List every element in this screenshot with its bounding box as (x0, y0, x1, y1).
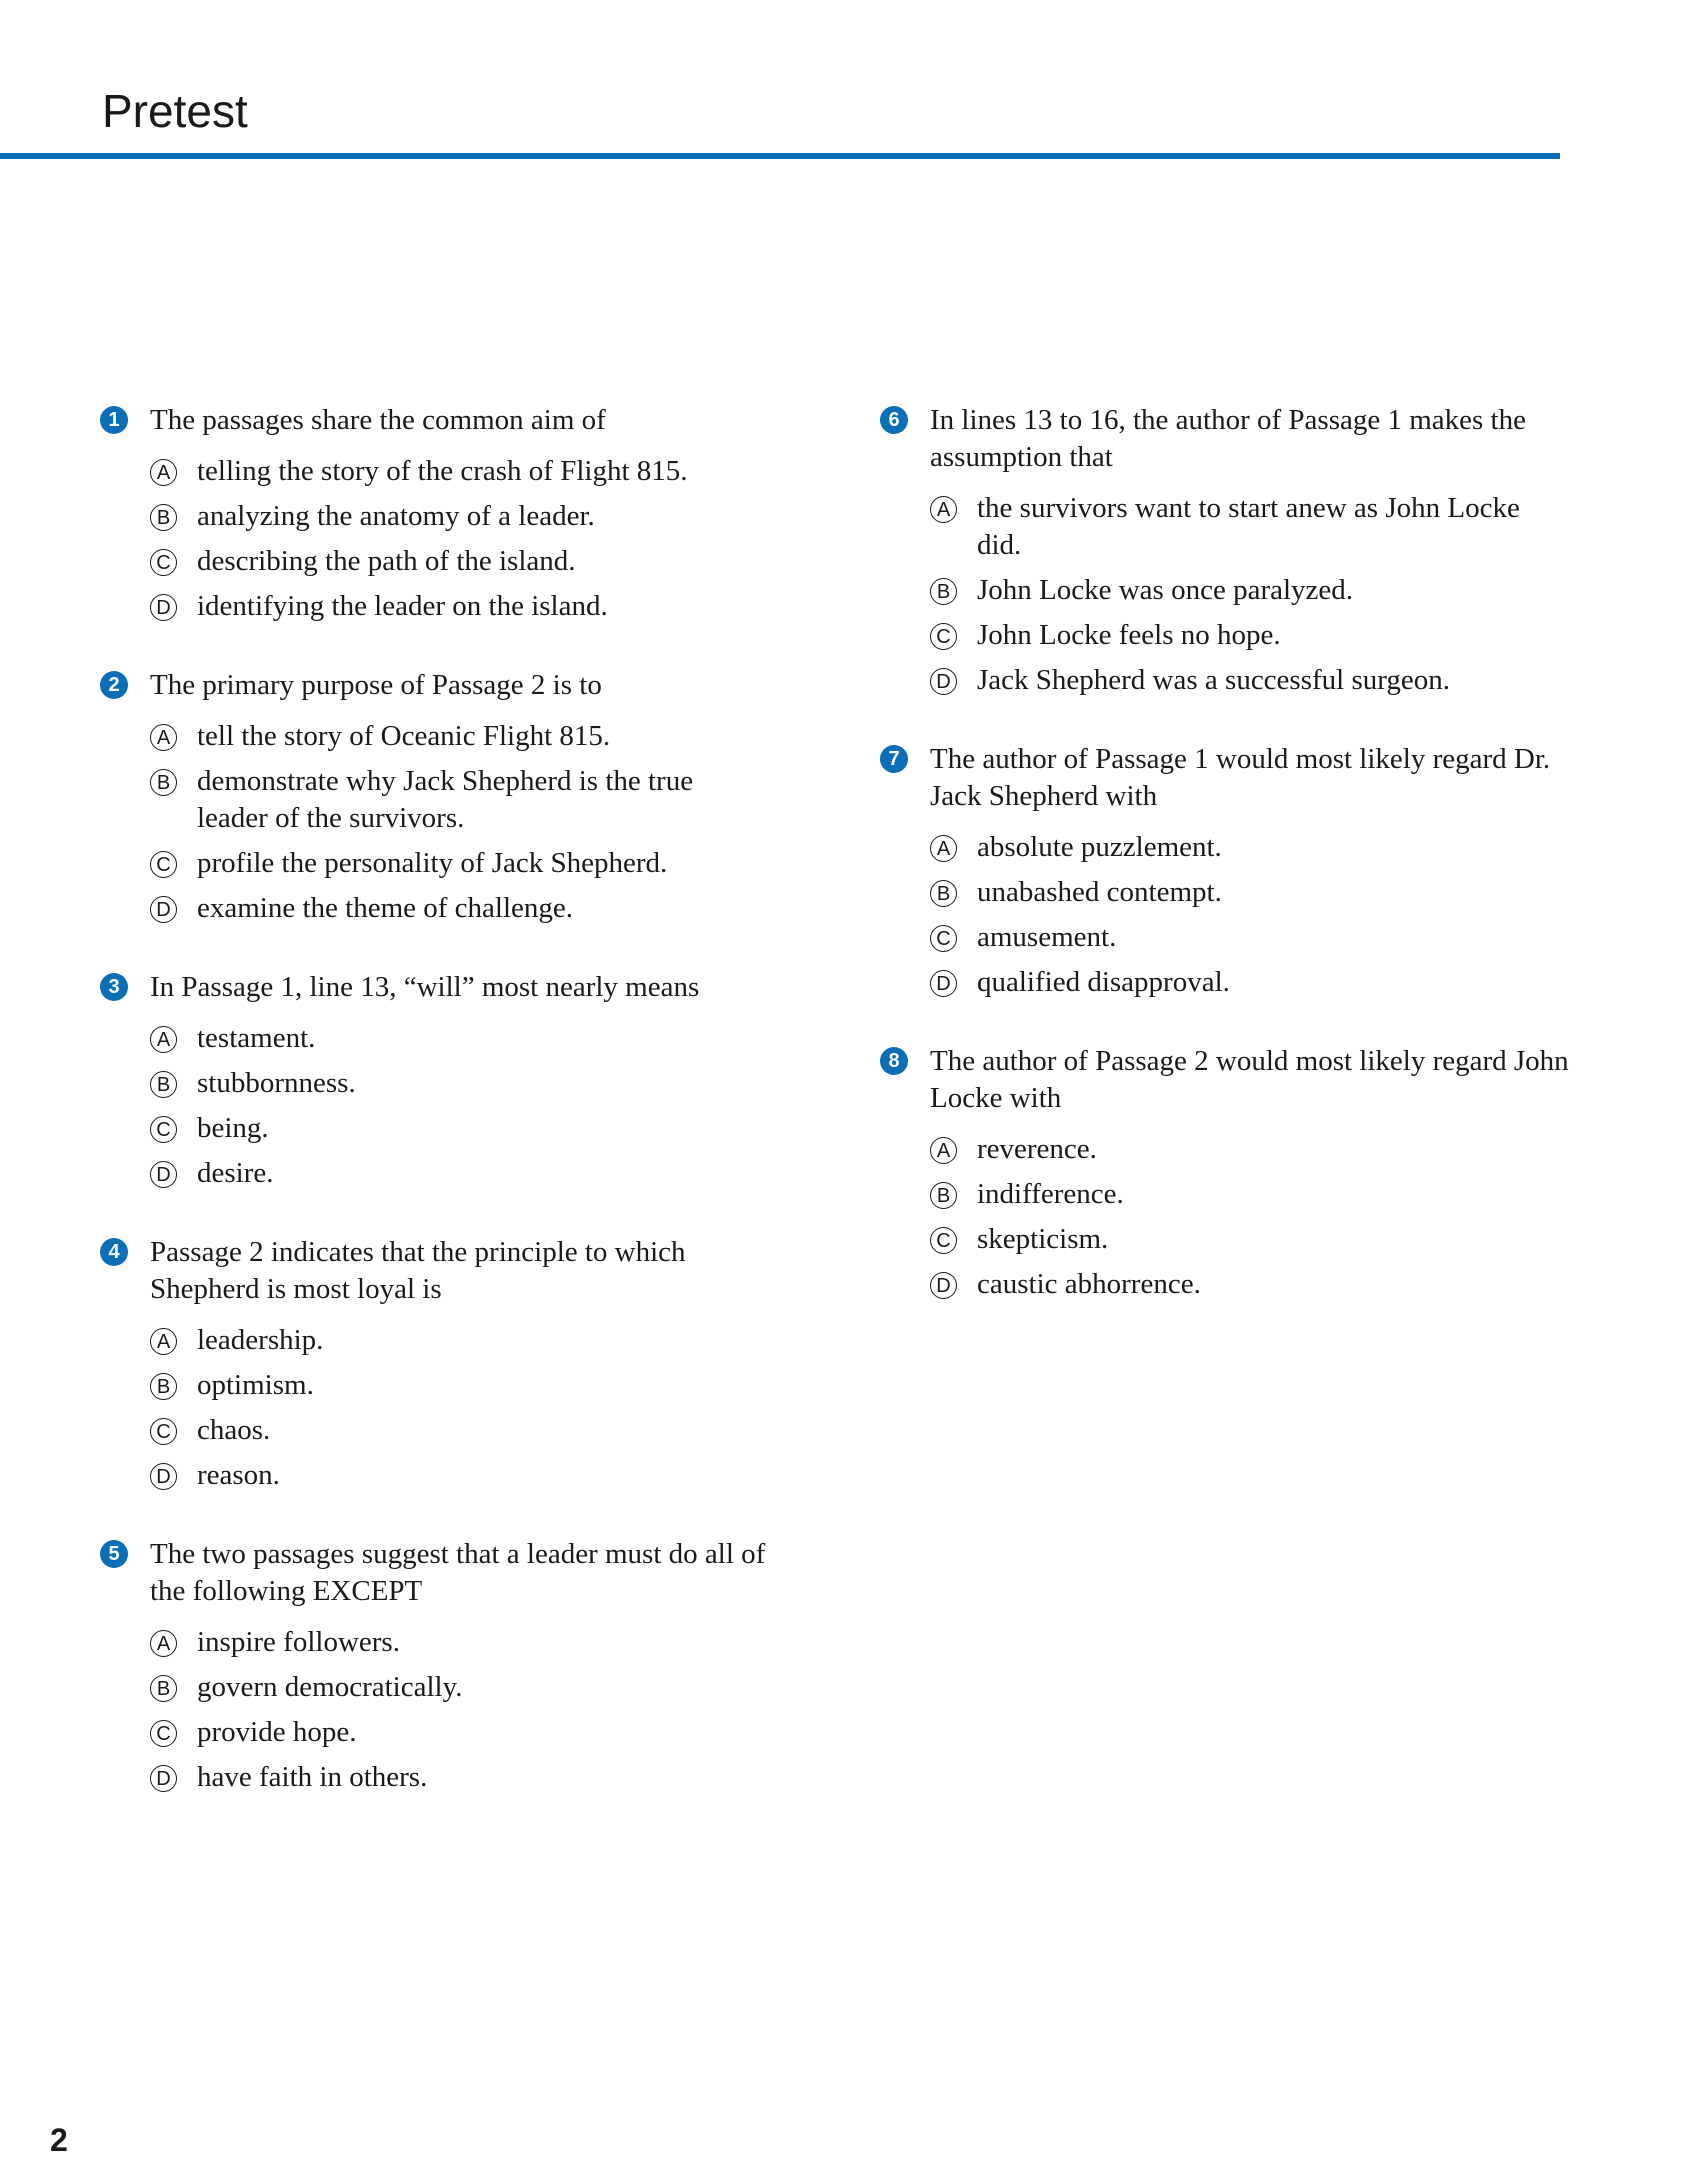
question-stem: Passage 2 indicates that the principle to which Shepherd is most loyal is (150, 1236, 686, 1305)
question-number-badge: 1 (100, 406, 128, 434)
option-letter-circle: A (150, 724, 177, 751)
page-number: 2 (50, 2122, 68, 2158)
option-letter-circle: B (930, 1182, 957, 1209)
option-text: telling the story of the crash of Flight 815. (197, 455, 688, 487)
question-stem: The author of Passage 2 would most likely regard John Locke with (930, 1045, 1569, 1114)
option-letter-circle: A (930, 1137, 957, 1164)
page-header (0, 0, 1560, 160)
option-letter-circle: C (930, 925, 957, 952)
answer-option[interactable] (150, 543, 800, 580)
option-letter-circle: A (150, 1630, 177, 1657)
option-text: caustic abhorrence. (977, 1268, 1201, 1300)
option-text: analyzing the anatomy of a leader. (197, 500, 595, 532)
answer-options (100, 1020, 800, 1192)
option-text: being. (197, 1112, 269, 1144)
option-letter-circle: B (150, 769, 177, 796)
answer-options (100, 453, 800, 625)
option-letter-circle: D (930, 970, 957, 997)
option-letter-circle: C (150, 549, 177, 576)
question-2 (100, 667, 800, 927)
question-stem: In lines 13 to 16, the author of Passage 1 makes the assumption that (930, 404, 1526, 473)
answer-option[interactable] (150, 1759, 800, 1796)
answer-option[interactable] (930, 1266, 1580, 1303)
right-column (880, 402, 1580, 1311)
answer-option[interactable] (150, 845, 800, 882)
page-title: Pretest (102, 85, 248, 137)
question-4 (100, 1234, 800, 1494)
answer-option[interactable] (150, 1065, 800, 1102)
option-text: examine the theme of challenge. (197, 892, 574, 924)
question-number-badge: 8 (880, 1047, 908, 1075)
answer-option[interactable] (150, 1155, 800, 1192)
question-6 (880, 402, 1580, 699)
option-letter-circle: B (930, 880, 957, 907)
answer-options (880, 1131, 1580, 1303)
answer-option[interactable] (150, 1669, 800, 1706)
option-text: provide hope. (197, 1716, 357, 1748)
question-number-badge: 2 (100, 671, 128, 699)
option-text: leadership. (197, 1324, 324, 1356)
option-letter-circle: A (930, 835, 957, 862)
option-text: govern democratically. (197, 1671, 463, 1703)
option-text: amusement. (977, 921, 1117, 953)
option-letter-circle: C (150, 851, 177, 878)
option-text: qualified disapproval. (977, 966, 1230, 998)
option-letter-circle: D (150, 1463, 177, 1490)
question-stem: The two passages suggest that a leader must do all of the following EXCEPT (150, 1538, 766, 1607)
left-column (100, 402, 800, 1804)
option-text: indifference. (977, 1178, 1124, 1210)
answer-option[interactable] (150, 1110, 800, 1147)
option-letter-circle: C (930, 623, 957, 650)
answer-option[interactable] (930, 964, 1580, 1001)
question-8 (880, 1043, 1580, 1303)
option-letter-circle: D (930, 668, 957, 695)
option-text: the survivors want to start anew as John Locke did. (977, 492, 1520, 561)
option-letter-circle: D (150, 1765, 177, 1792)
option-text: profile the personality of Jack Shepherd. (197, 847, 668, 879)
answer-option[interactable] (150, 1624, 800, 1661)
answer-options (100, 1624, 800, 1796)
option-letter-circle: B (150, 1675, 177, 1702)
answer-options (880, 829, 1580, 1001)
option-text: have faith in others. (197, 1761, 428, 1793)
question-number-badge: 4 (100, 1238, 128, 1266)
answer-option[interactable] (150, 1020, 800, 1057)
answer-option[interactable] (930, 829, 1580, 866)
answer-option[interactable] (150, 890, 800, 927)
option-letter-circle: C (150, 1720, 177, 1747)
answer-option[interactable] (150, 1367, 800, 1404)
question-number-badge: 5 (100, 1540, 128, 1568)
answer-option[interactable] (150, 1714, 800, 1751)
answer-option[interactable] (930, 572, 1580, 609)
answer-option[interactable] (150, 498, 800, 535)
answer-option[interactable] (930, 1221, 1580, 1258)
option-text: tell the story of Oceanic Flight 815. (197, 720, 611, 752)
option-letter-circle: C (150, 1116, 177, 1143)
option-letter-circle: B (150, 504, 177, 531)
option-text: stubbornness. (197, 1067, 356, 1099)
question-stem: The primary purpose of Passage 2 is to (150, 669, 602, 701)
header-rule (0, 153, 1560, 159)
question-5 (100, 1536, 800, 1796)
answer-options (100, 718, 800, 927)
question-3 (100, 969, 800, 1192)
question-number-badge: 3 (100, 973, 128, 1001)
option-letter-circle: C (930, 1227, 957, 1254)
answer-option[interactable] (930, 919, 1580, 956)
option-text: testament. (197, 1022, 316, 1054)
answer-option[interactable] (150, 588, 800, 625)
answer-option[interactable] (150, 718, 800, 755)
answer-option[interactable] (930, 874, 1580, 911)
option-text: desire. (197, 1157, 274, 1189)
option-letter-circle: C (150, 1418, 177, 1445)
option-letter-circle: A (150, 459, 177, 486)
option-letter-circle: D (930, 1272, 957, 1299)
answer-option[interactable] (150, 1412, 800, 1449)
option-text: chaos. (197, 1414, 271, 1446)
option-letter-circle: B (150, 1373, 177, 1400)
question-stem: In Passage 1, line 13, “will” most nearly means (150, 971, 700, 1003)
answer-option[interactable] (150, 1457, 800, 1494)
option-letter-circle: A (930, 496, 957, 523)
answer-option[interactable] (930, 1176, 1580, 1213)
answer-options (880, 490, 1580, 699)
answer-option[interactable] (930, 662, 1580, 699)
option-text: reason. (197, 1459, 280, 1491)
option-letter-circle: D (150, 1161, 177, 1188)
option-letter-circle: A (150, 1026, 177, 1053)
option-letter-circle: D (150, 594, 177, 621)
question-stem: The author of Passage 1 would most likely regard Dr. Jack Shepherd with (930, 743, 1551, 812)
option-letter-circle: A (150, 1328, 177, 1355)
option-text: Jack Shepherd was a successful surgeon. (977, 664, 1451, 696)
option-text: describing the path of the island. (197, 545, 576, 577)
option-text: inspire followers. (197, 1626, 400, 1658)
question-stem: The passages share the common aim of (150, 404, 606, 436)
option-letter-circle: B (930, 578, 957, 605)
option-text: absolute puzzlement. (977, 831, 1222, 863)
question-7 (880, 741, 1580, 1001)
answer-option[interactable] (150, 453, 800, 490)
option-text: optimism. (197, 1369, 314, 1401)
answer-option[interactable] (930, 1131, 1580, 1168)
option-text: identifying the leader on the island. (197, 590, 608, 622)
option-letter-circle: D (150, 896, 177, 923)
option-text: unabashed contempt. (977, 876, 1222, 908)
option-text: reverence. (977, 1133, 1097, 1165)
option-text: John Locke feels no hope. (977, 619, 1281, 651)
answer-option[interactable] (150, 763, 800, 837)
answer-option[interactable] (930, 490, 1580, 564)
option-text: skepticism. (977, 1223, 1109, 1255)
question-number-badge: 6 (880, 406, 908, 434)
answer-option[interactable] (930, 617, 1580, 654)
answer-options (100, 1322, 800, 1494)
option-text: John Locke was once paralyzed. (977, 574, 1354, 606)
question-1 (100, 402, 800, 625)
question-number-badge: 7 (880, 745, 908, 773)
answer-option[interactable] (150, 1322, 800, 1359)
option-letter-circle: B (150, 1071, 177, 1098)
option-text: demonstrate why Jack Shepherd is the true leader of the survivors. (197, 765, 694, 834)
